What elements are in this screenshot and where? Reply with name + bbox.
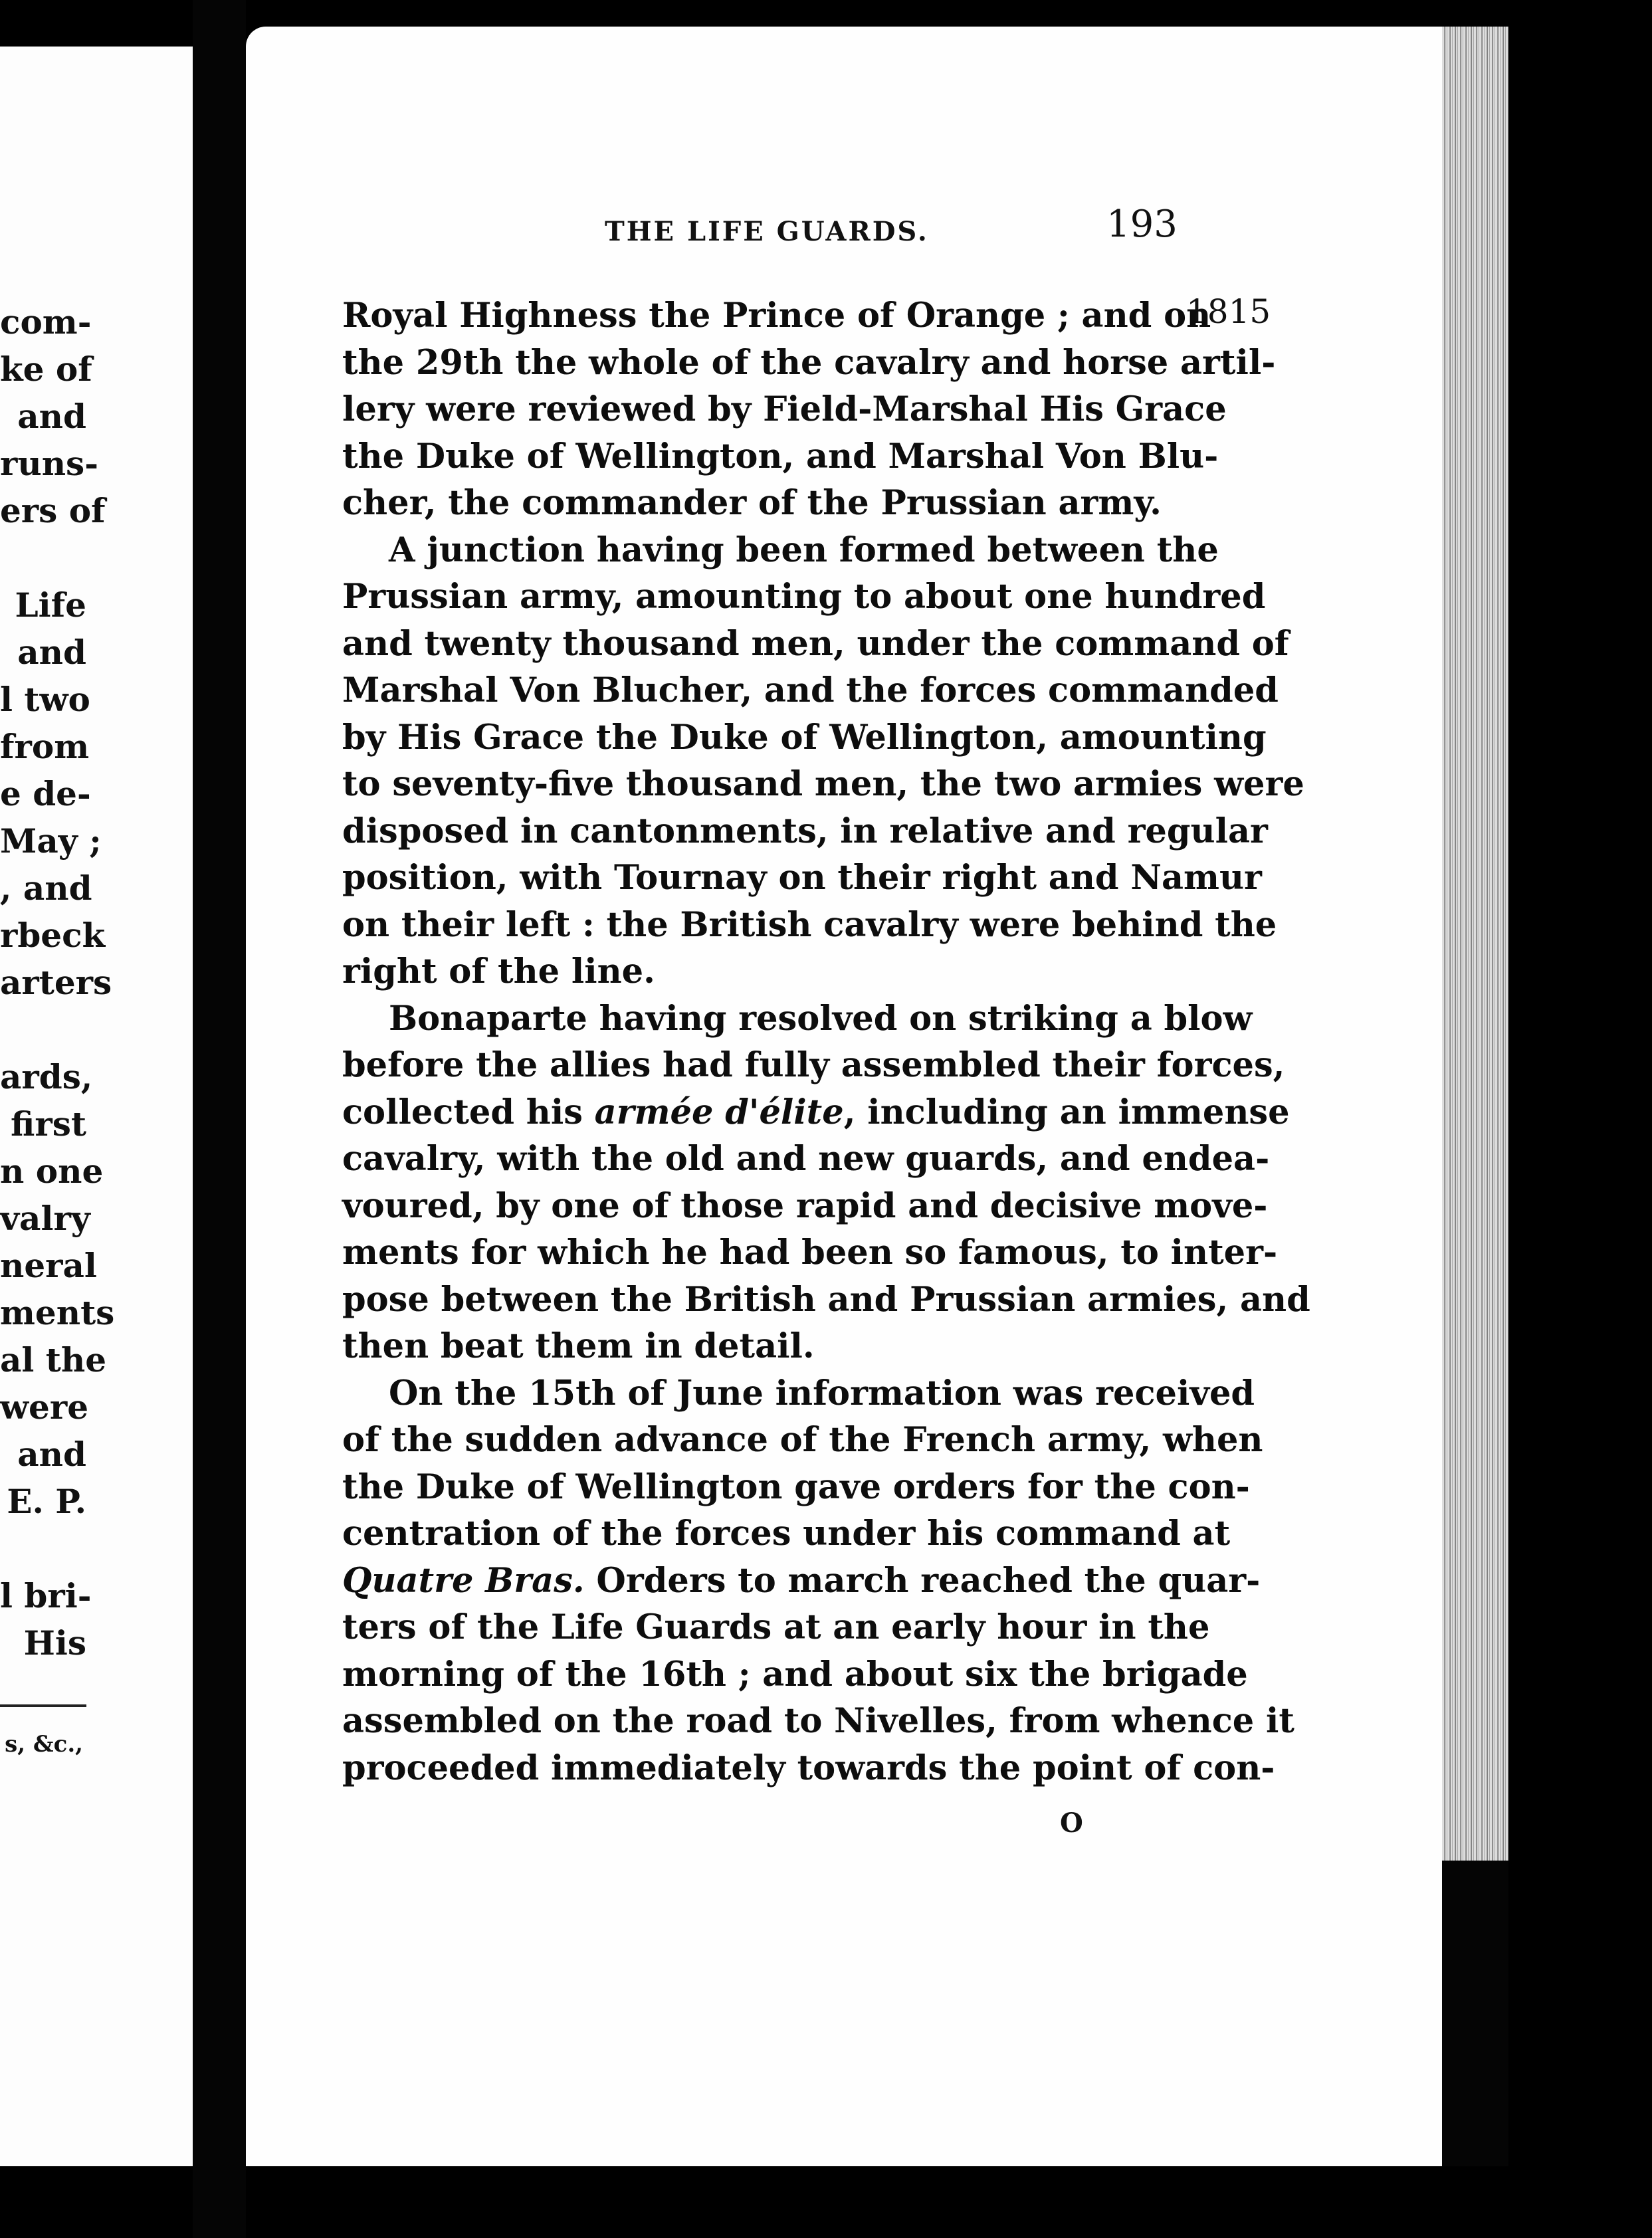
text-line: morning of the 16th ; and about six the brigade: [342, 1654, 1248, 1694]
left-page-line: , and: [0, 868, 92, 908]
left-page-line: l two: [0, 680, 90, 719]
left-page-line: May ;: [0, 821, 102, 861]
left-page-line: rbeck: [0, 916, 106, 955]
left-page-line: e de-: [0, 774, 91, 813]
text-line: centration of the forces under his command at: [342, 1514, 1231, 1554]
text-line: then beat them in detail.: [342, 1326, 815, 1366]
text-line: by His Grace the Duke of Wellington, amounting: [342, 717, 1267, 758]
left-page-line: arters: [0, 963, 112, 1002]
text-line: Prussian army, amounting to about one hundred: [342, 577, 1266, 617]
left-page-line: neral: [0, 1246, 97, 1285]
text-line: cavalry, with the old and new guards, and endea-: [342, 1139, 1270, 1179]
text-line: lery were reviewed by Field-Marshal His Grace: [342, 389, 1227, 429]
text-line: Bonaparte having resolved on striking a blow: [389, 998, 1253, 1039]
text-line: On the 15th of June information was received: [389, 1373, 1255, 1413]
text-line: Quatre Bras. Orders to march reached the quar-: [342, 1560, 1261, 1601]
signature-mark: O: [1060, 1807, 1083, 1839]
text-line: Marshal Von Blucher, and the forces commanded: [342, 670, 1279, 710]
book-gutter: [193, 0, 246, 2238]
text-line: the Duke of Wellington gave orders for the con-: [342, 1467, 1250, 1507]
left-page-line: were: [0, 1387, 89, 1427]
facing-page-left: [0, 47, 193, 2166]
left-page-line: n one: [0, 1152, 104, 1191]
text-line: cher, the commander of the Prussian army.: [342, 483, 1162, 523]
left-page-line: ke of: [0, 350, 92, 389]
left-page-line: and: [17, 1435, 86, 1474]
left-page-line: ments: [0, 1293, 115, 1332]
book-page-edges: [1442, 27, 1508, 1861]
text-line: assembled on the road to Nivelles, from whence it: [342, 1701, 1294, 1741]
left-page-line: al the: [0, 1340, 107, 1379]
left-page-line: and: [17, 397, 86, 436]
footnote-rule: [0, 1704, 86, 1707]
left-page-line: from: [0, 727, 90, 766]
left-page-line: and: [17, 633, 86, 672]
text-line: A junction having been formed between the: [389, 530, 1219, 570]
left-page-line: ards,: [0, 1057, 93, 1096]
text-line: before the allies had fully assembled their forces,: [342, 1045, 1285, 1085]
text-line: right of the line.: [342, 952, 655, 991]
left-page-line: His: [23, 1623, 86, 1663]
text-line: on their left : the British cavalry were behind the: [342, 904, 1277, 945]
left-page-line: com-: [0, 302, 92, 342]
text-line: to seventy-five thousand men, the two armies were: [342, 764, 1304, 804]
text-line: and twenty thousand men, under the command of: [342, 623, 1289, 664]
text-line: disposed in cantonments, in relative and regular: [342, 811, 1268, 851]
book-page-edges-shadow: [1442, 1861, 1508, 2166]
text-line: collected his armée d'élite, including an immense: [342, 1092, 1290, 1132]
text-line: ments for which he had been so famous, to inter-: [342, 1233, 1278, 1272]
margin-year: 1815: [1186, 292, 1271, 331]
text-line: pose between the British and Prussian armies, and: [342, 1279, 1310, 1320]
left-page-line: valry: [0, 1199, 90, 1238]
page-number: 193: [1106, 203, 1178, 246]
left-page-footnote: s, &c.,: [5, 1731, 83, 1758]
text-line: the Duke of Wellington, and Marshal Von Blu-: [342, 436, 1219, 476]
text-line: proceeded immediately towards the point of con-: [342, 1748, 1275, 1788]
text-line: voured, by one of those rapid and decisive move-: [342, 1185, 1268, 1226]
text-line: of the sudden advance of the French army, when: [342, 1420, 1263, 1460]
text-line: the 29th the whole of the cavalry and horse artil-: [342, 342, 1276, 383]
text-line: position, with Tournay on their right and Namur: [342, 858, 1262, 898]
left-page-line: first: [11, 1104, 86, 1144]
left-page-line: runs-: [0, 444, 98, 483]
left-page-line: Life: [15, 585, 86, 625]
left-page-line: ers of: [0, 491, 106, 530]
left-page-line: E. P.: [7, 1482, 86, 1521]
text-line: ters of the Life Guards at an early hour in the: [342, 1607, 1210, 1647]
running-head: THE LIFE GUARDS.: [605, 216, 929, 247]
text-line: Royal Highness the Prince of Orange ; and on: [342, 296, 1211, 336]
left-page-line: l bri-: [0, 1576, 92, 1615]
